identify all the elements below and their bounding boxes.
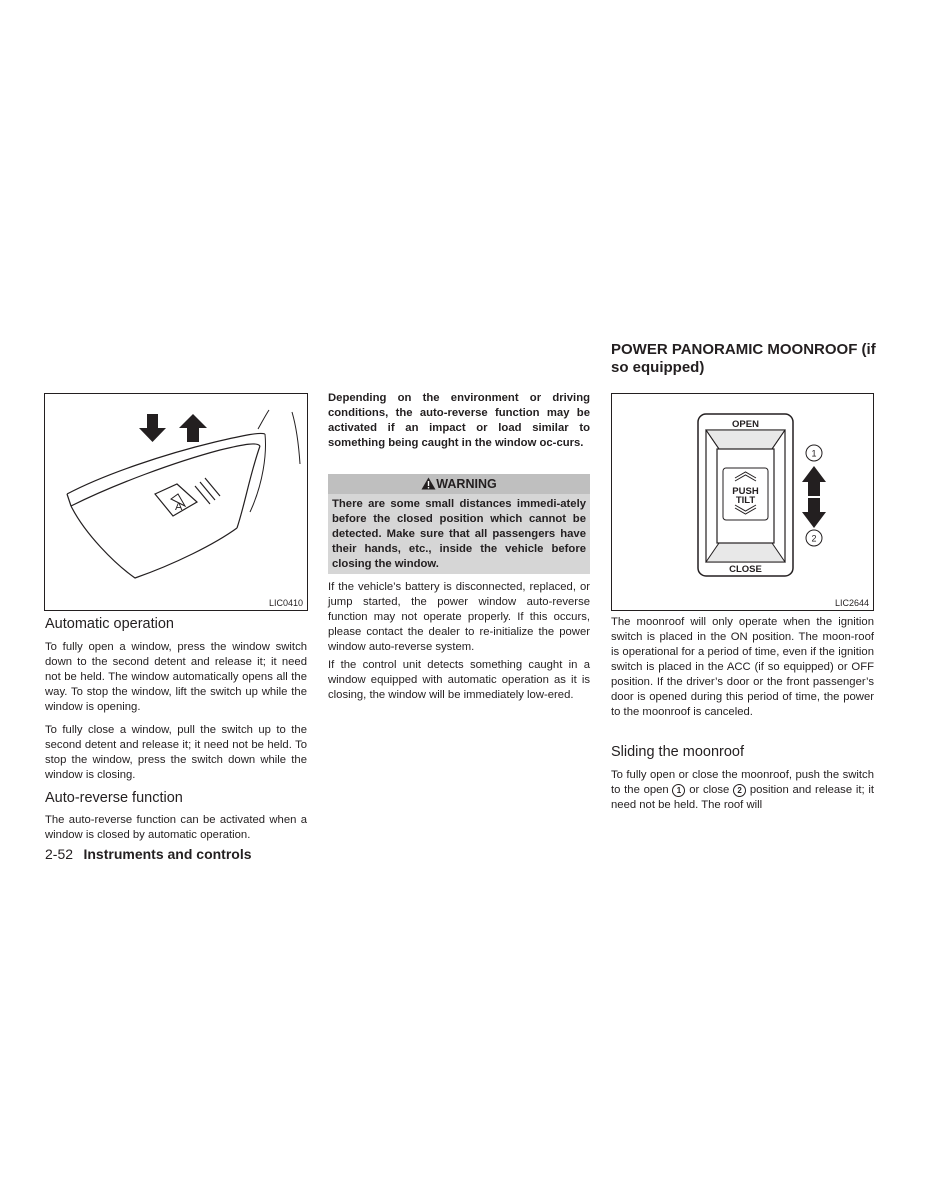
sub-heading-auto-reverse: Auto-reverse function bbox=[45, 790, 183, 806]
window-switch-figure bbox=[44, 393, 308, 611]
push-label: PUSH bbox=[732, 486, 759, 497]
warning-box bbox=[328, 474, 590, 574]
paragraph-auto-reverse: The auto-reverse function can be activated when a window is closed by automatic operation. bbox=[45, 814, 307, 841]
chapter-title: Instruments and controls bbox=[83, 846, 252, 862]
close-label: CLOSE bbox=[729, 564, 762, 575]
sliding-text-part-2: or close bbox=[689, 784, 730, 796]
down-arrow-icon bbox=[802, 498, 826, 528]
marker-1-icon bbox=[806, 445, 822, 461]
moonroof-switch-illustration bbox=[612, 394, 873, 610]
auto-switch-icon bbox=[155, 478, 220, 516]
paragraph-automatic-open: To fully open a window, press the window switch down to the second detent and release it; it need not be held. The window automatically opens all the way. To stop the window, lift the switch up while the window is opening. bbox=[45, 641, 307, 713]
marker-2-inline: 2 bbox=[733, 784, 746, 797]
section-title bbox=[611, 341, 891, 377]
sub-heading-sliding-moonroof: Sliding the moonroof bbox=[611, 744, 744, 760]
paragraph-battery-disconnect: If the vehicle’s battery is disconnected, replaced, or jump started, the power window auto-reverse function may not operate properly. If this occurs, please contact the dealer to re-initialize the power window auto-reverse system. bbox=[328, 581, 590, 653]
warning-text: There are some small distances immedi-ately before the closed position which cannot be detected. Make sure that all passengers have their hands, etc., inside the vehicle before closing the window. bbox=[332, 498, 586, 570]
up-arrow-icon bbox=[802, 466, 826, 496]
open-label: OPEN bbox=[732, 419, 759, 430]
figure-label-lic0410: LIC0410 bbox=[268, 598, 303, 608]
warning-title: WARNING bbox=[436, 477, 497, 491]
section-title-line-1: POWER PANORAMIC MOONROOF (if bbox=[611, 341, 876, 358]
marker-2-icon bbox=[806, 530, 822, 546]
window-switch-illustration bbox=[45, 394, 307, 610]
sub-heading-automatic-operation: Automatic operation bbox=[45, 616, 174, 632]
paragraph-moonroof-ignition: The moonroof will only operate when the ignition switch is placed in the ON position. The moon-roof is operational for a period of time, even if the ignition switch is placed in the ACC (if so equipped) or OFF position. If the driver’s door or the front passenger’s door is opened during this period of time, the power to the moonroof is canceled. bbox=[611, 616, 874, 718]
switch-letter: A bbox=[175, 501, 183, 513]
sliding-text-part-1: To fully open or close the moonroof, push the switch to the open bbox=[611, 769, 874, 796]
page-number: 2-52 bbox=[45, 846, 74, 862]
down-arrow-icon bbox=[139, 414, 166, 442]
tilt-label: TILT bbox=[735, 495, 756, 506]
paragraph-automatic-close: To fully close a window, pull the switch up to the second detent and release it; it need not be held. To stop the window, press the switch down while the window is closing. bbox=[45, 724, 307, 781]
up-arrow-icon bbox=[179, 414, 207, 442]
figure-label-lic2644: LIC2644 bbox=[834, 598, 869, 608]
page-footer bbox=[45, 846, 252, 864]
paragraph-environment-warning: Depending on the environment or driving conditions, the auto-reverse function may be activated if an impact or load similar to something being caught in the window oc-curs. bbox=[328, 392, 590, 449]
marker-1-inline: 1 bbox=[672, 784, 685, 797]
marker-2-label: 2 bbox=[811, 533, 817, 544]
sliding-text-part-3: position and release it; it need not be held. The roof will bbox=[611, 784, 875, 811]
warning-header bbox=[328, 474, 590, 494]
moonroof-switch-figure bbox=[611, 393, 874, 611]
warning-triangle-icon bbox=[421, 477, 436, 490]
paragraph-control-unit: If the control unit detects something caught in a window equipped with automatic operation as it is closing, the window will be immediately low-ered. bbox=[328, 659, 590, 701]
section-title-line-2: so equipped) bbox=[611, 359, 705, 376]
paragraph-sliding-moonroof bbox=[611, 768, 874, 813]
marker-1-label: 1 bbox=[811, 448, 817, 459]
